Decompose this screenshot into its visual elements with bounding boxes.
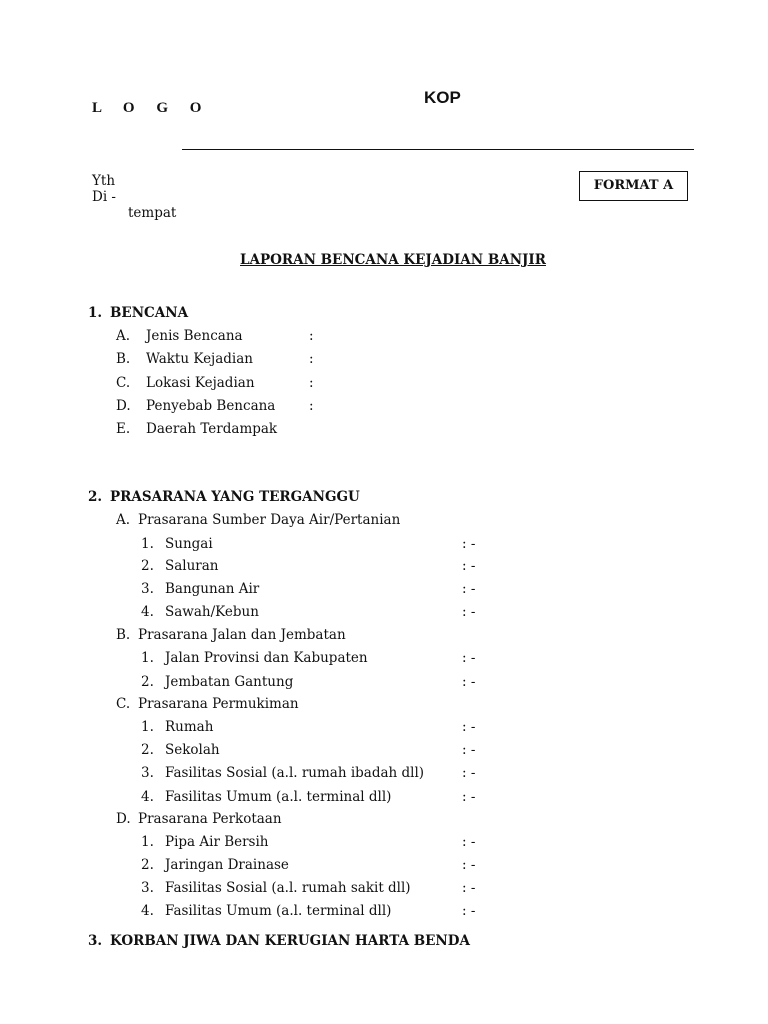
address-tempat: tempat: [128, 205, 177, 221]
item-value: : -: [462, 650, 476, 666]
section-1-number: 1.: [88, 305, 103, 321]
item-value: : -: [462, 857, 476, 873]
item-value: : -: [462, 834, 476, 850]
item-text: Bangunan Air: [165, 581, 260, 597]
kop-title: KOP: [424, 88, 461, 107]
item-value: : -: [462, 765, 476, 781]
section-1-title: BENCANA: [110, 305, 189, 321]
item-text: Pipa Air Bersih: [165, 834, 269, 850]
section-3-title: KORBAN JIWA DAN KERUGIAN HARTA BENDA: [110, 933, 470, 949]
address-yth: Yth: [92, 173, 116, 189]
item-text: Fasilitas Sosial (a.l. rumah ibadah dll): [165, 765, 425, 781]
subsection-text: Prasarana Sumber Daya Air/Pertanian: [138, 512, 401, 528]
item-number: 1.: [141, 650, 154, 666]
subsection-text: Prasarana Jalan dan Jembatan: [138, 627, 346, 643]
subsection-label: B.: [116, 627, 131, 643]
subsection-label: C.: [116, 696, 131, 712]
item-colon: :: [309, 375, 314, 391]
item-value: : -: [462, 903, 476, 919]
item-value: : -: [462, 536, 476, 552]
item-number: 4.: [141, 789, 154, 805]
item-text: Jaringan Drainase: [165, 857, 289, 873]
document-title: [0, 252, 768, 268]
item-value: : -: [462, 742, 476, 758]
item-text: Rumah: [165, 719, 214, 735]
item-number: 1.: [141, 834, 154, 850]
item-text: Fasilitas Umum (a.l. terminal dll): [165, 903, 392, 919]
item-number: 1.: [141, 536, 154, 552]
item-text: Lokasi Kejadian: [146, 375, 255, 391]
item-value: : -: [462, 674, 476, 690]
item-text: Jenis Bencana: [146, 328, 243, 344]
item-colon: :: [309, 328, 314, 344]
item-number: 4.: [141, 903, 154, 919]
section-2-number: 2.: [88, 489, 103, 505]
section-3-number: 3.: [88, 933, 103, 949]
subsection-text: Prasarana Permukiman: [138, 696, 299, 712]
item-number: 2.: [141, 857, 154, 873]
document-title-text: LAPORAN BENCANA KEJADIAN BANJIR: [240, 252, 546, 268]
item-value: : -: [462, 789, 476, 805]
item-number: 2.: [141, 674, 154, 690]
item-label: D.: [116, 398, 131, 414]
item-number: 2.: [141, 742, 154, 758]
subsection-text: Prasarana Perkotaan: [138, 811, 282, 827]
item-number: 2.: [141, 558, 154, 574]
logo-placeholder: L O G O: [92, 100, 211, 116]
item-text: Fasilitas Sosial (a.l. rumah sakit dll): [165, 880, 411, 896]
address-di: Di -: [92, 189, 116, 205]
item-value: : -: [462, 558, 476, 574]
kop-divider: [182, 149, 694, 150]
item-number: 3.: [141, 765, 154, 781]
item-text: Sekolah: [165, 742, 220, 758]
item-value: : -: [462, 719, 476, 735]
item-value: : -: [462, 880, 476, 896]
item-value: : -: [462, 604, 476, 620]
item-colon: :: [309, 398, 314, 414]
item-number: 1.: [141, 719, 154, 735]
item-text: Jalan Provinsi dan Kabupaten: [165, 650, 368, 666]
item-text: Saluran: [165, 558, 219, 574]
item-text: Daerah Terdampak: [146, 421, 278, 437]
item-text: Waktu Kejadian: [146, 351, 253, 367]
format-label-box: FORMAT A: [579, 171, 688, 201]
subsection-label: D.: [116, 811, 131, 827]
item-label: E.: [116, 421, 131, 437]
item-text: Sawah/Kebun: [165, 604, 259, 620]
item-value: : -: [462, 581, 476, 597]
item-colon: :: [309, 351, 314, 367]
section-2-title: PRASARANA YANG TERGANGGU: [110, 489, 360, 505]
item-text: Sungai: [165, 536, 213, 552]
item-number: 3.: [141, 880, 154, 896]
item-number: 4.: [141, 604, 154, 620]
item-text: Jembatan Gantung: [165, 674, 294, 690]
item-number: 3.: [141, 581, 154, 597]
item-text: Fasilitas Umum (a.l. terminal dll): [165, 789, 392, 805]
item-text: Penyebab Bencana: [146, 398, 276, 414]
item-label: A.: [116, 328, 131, 344]
subsection-label: A.: [116, 512, 131, 528]
item-label: B.: [116, 351, 131, 367]
item-label: C.: [116, 375, 131, 391]
